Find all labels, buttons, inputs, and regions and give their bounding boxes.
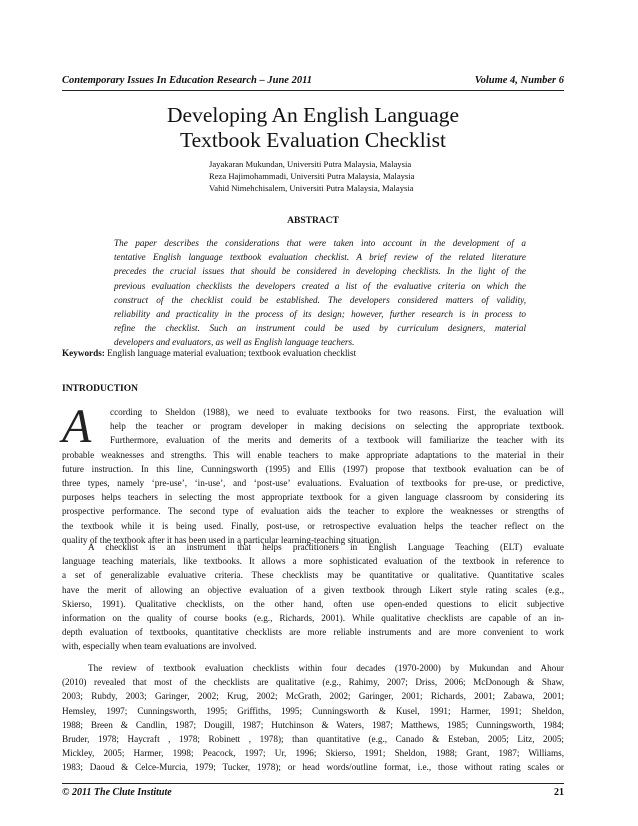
paragraph-line: Mickley, 2005; Harmer, 1998; Peacock, 1997; Ur, 1996; Skierso, 1991; Sheldon, 1988; Grant, 1987; Williams, bbox=[62, 748, 564, 759]
paragraph-line: probable weaknesses and strengths. This will enable teachers to make appropriate adaptations to the material in their bbox=[62, 449, 564, 460]
author-1: Jayakaran Mukundan, Universiti Putra Malaysia, Malaysia bbox=[209, 159, 412, 169]
page-footer bbox=[62, 783, 564, 798]
author-list bbox=[209, 158, 469, 194]
introduction-paragraph-2 bbox=[62, 540, 564, 654]
paragraph-line: three types, namely ‘pre-use’, ‘in-use’, and ‘post-use’ evaluations. Evaluation of textbooks for pre-use, or predictive, bbox=[62, 477, 564, 488]
abstract-heading: ABSTRACT bbox=[287, 216, 339, 226]
paragraph-line: information on the quality of course books (e.g., Richards, 2001). While qualitative checklists are capable of an in- bbox=[62, 612, 564, 623]
paragraph-line: (2010) revealed that most of the checklists are qualitative (e.g., Rahimy, 2007; Driss, 2006; McDonough & Shaw, bbox=[62, 677, 564, 688]
abstract-line: The paper describes the considerations that were taken into account in the development of a bbox=[114, 238, 526, 248]
author-2: Reza Hajimohammadi, Universiti Putra Malaysia, Malaysia bbox=[209, 171, 415, 181]
paragraph-line: the textbook while it is being used. Finally, post-use, or retrospective evaluation helps the teacher reflect on the bbox=[62, 520, 564, 531]
introduction-heading: INTRODUCTION bbox=[62, 384, 139, 394]
abstract-line: developers and evaluators, as well as English language teachers. bbox=[114, 337, 355, 348]
paragraph-line: depth evaluation of textbooks, quantitative checklists are more reliable instruments and are more convenient to work bbox=[62, 627, 564, 638]
paragraph-line: Skierso, 1991). Qualitative checklists, on the other hand, often use open-ended questions to elicit subjective bbox=[62, 598, 564, 609]
paragraph-line: Bruder, 1978; Haycraft , 1978; Robinett , 1978); than quantitative (e.g., Canado & Esteban, 2005; Litz, 2005; bbox=[62, 733, 564, 744]
drop-cap: A bbox=[62, 400, 92, 453]
paragraph-line: Hemsley, 1997; Cunningsworth, 1995; Griffiths, 1995; Cunningsworth & Kusel, 1991; Harmer, 1991; Sheldon, bbox=[62, 705, 564, 716]
abstract-line: precedes the crucial issues that should be considered in developing checklists. In the light of the bbox=[114, 266, 526, 277]
journal-name: Contemporary Issues In Education Research – June 2011 bbox=[62, 75, 313, 86]
page-number: 21 bbox=[554, 787, 564, 798]
introduction-paragraph-3 bbox=[62, 661, 564, 775]
abstract-line: tentative English language textbook evaluation checklist. A brief review of the related literature bbox=[114, 252, 526, 263]
paragraph-line: help the teacher or program developer in making decisions on selecting the appropriate textbook. bbox=[110, 421, 564, 432]
paragraph-line: purposes helps teachers in selecting the most appropriate textbook for a given language classroom by considering its bbox=[62, 492, 564, 503]
paragraph-line: language teaching materials, like textbooks. It allows a more sophisticated evaluation of the textbook in reference to bbox=[62, 556, 564, 567]
paragraph-line: with, especially when team evaluations are involved. bbox=[62, 641, 257, 652]
paragraph-line: Furthermore, evaluation of the merits and demerits of a textbook will familiarize the teacher with its bbox=[110, 435, 564, 446]
paragraph-line: a set of generalizable evaluative criteria. These checklists may be quantitative or qualitative. Quantitative scales bbox=[62, 570, 564, 581]
abstract-line: refine the checklist. Such an instrument could be used by curriculum designers, material bbox=[114, 323, 526, 334]
abstract-line: reliability and practicality in the process of its design; however, further research is in process to bbox=[114, 308, 526, 319]
title-line-2: Textbook Evaluation Checklist bbox=[180, 128, 446, 152]
abstract-body bbox=[114, 236, 526, 350]
paragraph-line: The review of textbook evaluation checklists within four decades (1970-2000) by Mukundan and Ahour bbox=[88, 663, 564, 673]
paragraph-line: A checklist is an instrument that helps practitioners in English Language Teaching (ELT) evaluate bbox=[88, 542, 564, 552]
author-3: Vahid Nimehchisalem, Universiti Putra Malaysia, Malaysia bbox=[209, 183, 414, 193]
keywords bbox=[62, 348, 564, 358]
paragraph-line: quality of the textbook after it has been used in a particular learning-teaching situation. bbox=[62, 534, 382, 545]
paragraph-line: have the merit of allowing an objective evaluation of a given textbook through Likert style rating scales (e.g., bbox=[62, 584, 564, 595]
keywords-text: English language material evaluation; textbook evaluation checklist bbox=[107, 348, 357, 358]
paragraph-line: 2003; Rubdy, 2003; Garinger, 2002; Krug, 2002; McGrath, 2002; Garinger, 2001; Richards, 2001; Zabawa, 2001; bbox=[62, 691, 564, 702]
abstract-line: construct of the checklist could be established. The developers considered matters of validity, bbox=[114, 294, 526, 305]
paragraph-line: 1988; Breen & Candlin, 1987; Dougill, 1987; Hutchinson & Waters, 1987; Matthews, 1985; Cunningsworth, 1984; bbox=[62, 719, 564, 730]
paragraph-line: prospective performance. The second type of evaluation aids the teacher to explore the weaknesses or strengths of bbox=[62, 506, 564, 517]
abstract-line: previous evaluation checklists the developers created a list of the evaluative criteria on which the bbox=[114, 280, 526, 291]
title-line-1: Developing An English Language bbox=[167, 103, 459, 127]
running-header bbox=[62, 74, 564, 91]
volume-number: Volume 4, Number 6 bbox=[474, 75, 564, 86]
paragraph-line: ccording to Sheldon (1988), we need to evaluate textbooks for two reasons. First, the evaluation will bbox=[110, 407, 564, 417]
paragraph-line: 1983; Daoud & Celce-Murcia, 1979; Tucker, 1978); or head words/outline format, i.e., those without rating scales or bbox=[62, 762, 564, 773]
introduction-paragraph-1 bbox=[62, 400, 564, 547]
keywords-label: Keywords: bbox=[62, 348, 105, 358]
paper-title bbox=[62, 103, 564, 153]
paragraph-line: future instruction. In this line, Cunningsworth (1995) and Ellis (1997) propose that textbook evaluation can be of bbox=[62, 463, 564, 474]
publisher-notice: © 2011 The Clute Institute bbox=[62, 787, 172, 798]
